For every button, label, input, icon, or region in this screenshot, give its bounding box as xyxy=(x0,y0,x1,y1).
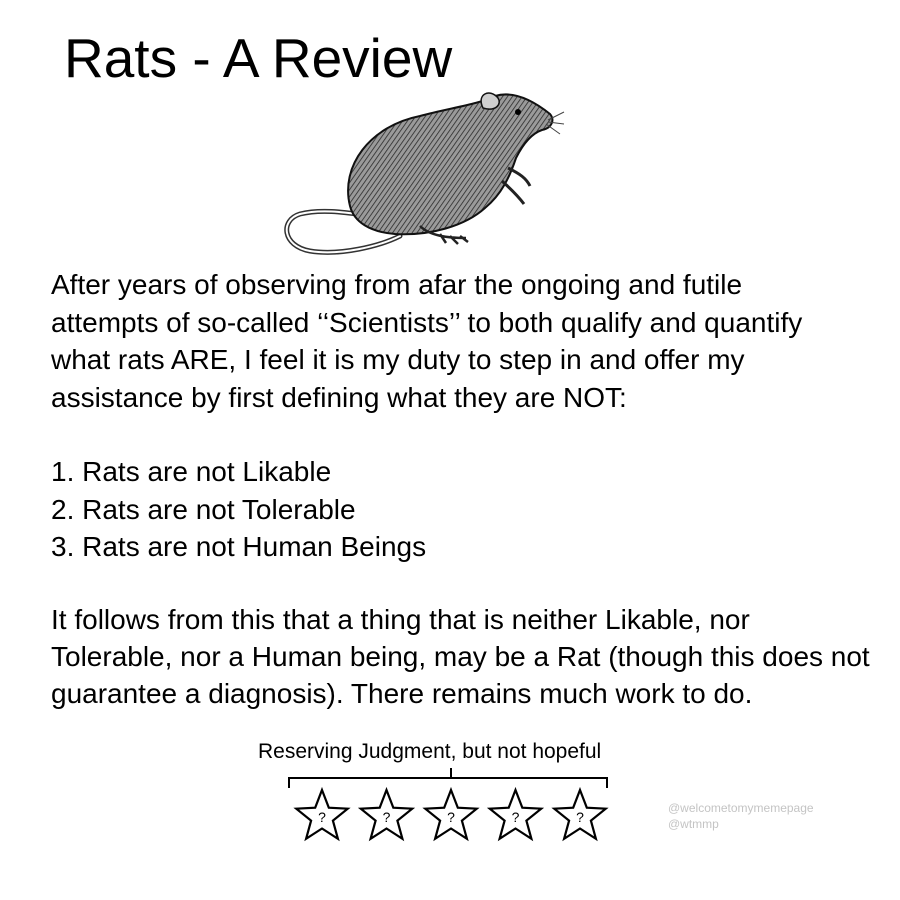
star-question-mark: ? xyxy=(318,809,326,825)
rat-illustration xyxy=(280,86,565,261)
star-icon xyxy=(296,790,347,839)
watermark-line: @wtmmp xyxy=(668,817,719,831)
star-question-mark: ? xyxy=(511,809,520,825)
rating-caption: Reserving Judgment, but not hopeful xyxy=(258,740,602,763)
star-question-mark: ? xyxy=(382,809,391,825)
list-item: 1. Rats are not Likable xyxy=(51,456,332,487)
list-item: 3. Rats are not Human Beings xyxy=(51,531,427,562)
star-icon xyxy=(425,790,476,839)
list-item: 2. Rats are not Tolerable xyxy=(51,493,356,525)
star-icon xyxy=(361,790,412,839)
conclusion-paragraph: It follows from this that a thing that is neither Likable, nor Tolerable, nor a Human being, may be a Rat (though this does not guarantee a diagnosis). There remains much work to do. xyxy=(51,604,870,710)
watermark xyxy=(668,800,814,832)
intro-paragraph: After years of observing from afar the ongoing and futile attempts of so-called ‘‘Scientists’’ to both qualify and quantify what rats ARE, I feel it is my duty to step in and offer my assistance by first defining what they are NOT: xyxy=(51,269,803,413)
star-icon xyxy=(554,790,605,839)
not-list xyxy=(51,453,851,566)
star-question-mark: ? xyxy=(447,809,455,825)
star-question-mark: ? xyxy=(576,809,584,825)
star-icon xyxy=(490,790,541,839)
star-rating xyxy=(288,786,618,846)
watermark-line: @welcometomymemepage xyxy=(668,801,814,815)
review-title: Rats - A Review xyxy=(64,27,453,89)
